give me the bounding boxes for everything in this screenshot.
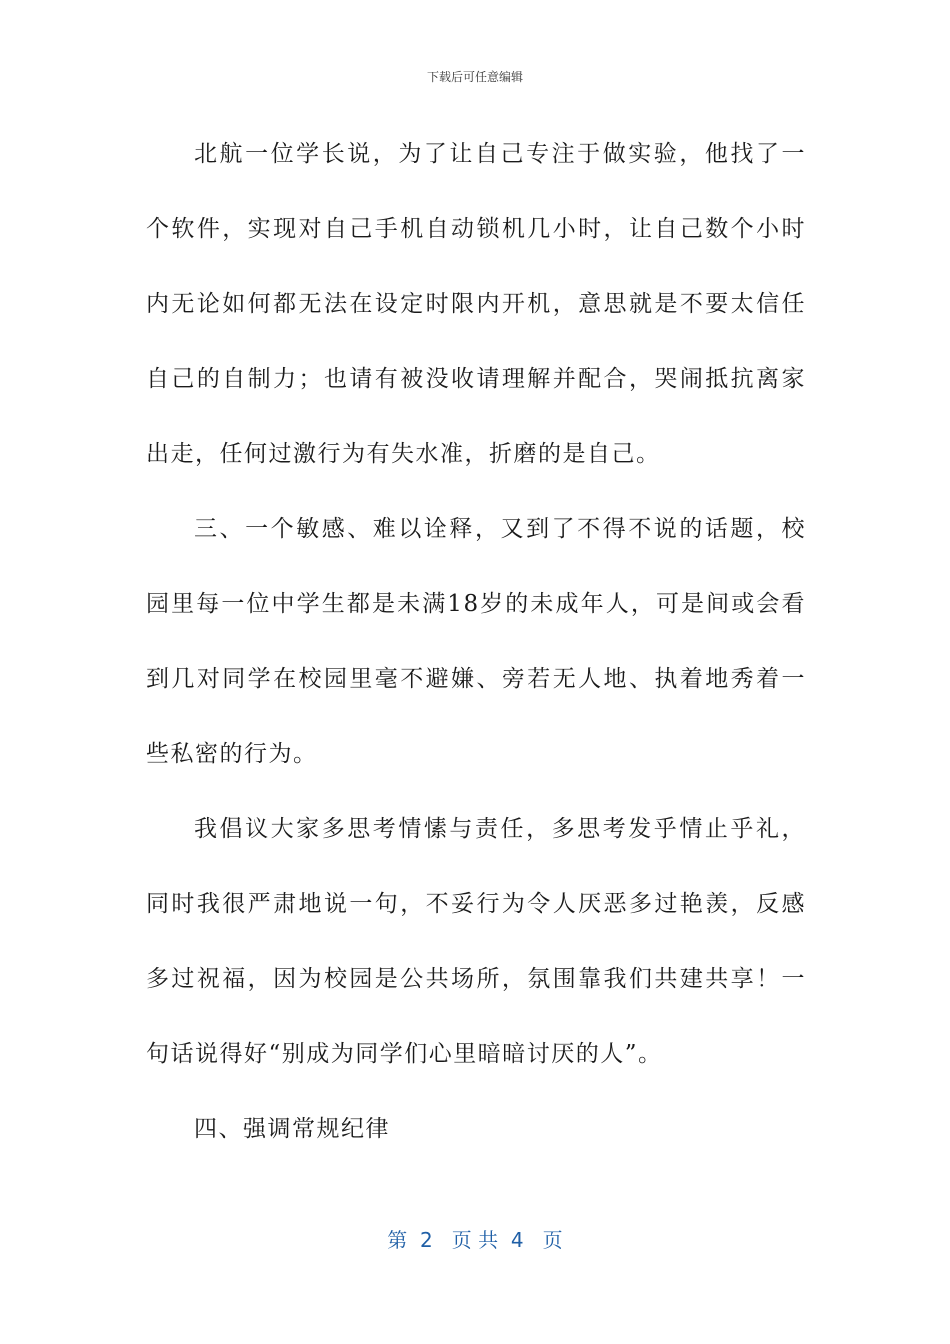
header-note: 下载后可任意编辑 bbox=[426, 70, 523, 84]
page-indicator: 第 2 页 共 4 页 bbox=[387, 1228, 563, 1252]
paragraph: 三、一个敏感、难以诠释，又到了不得不说的话题，校园里每一位中学生都是未满18岁的未成年人，可是间或会看到几对同学在校园里毫不避嫌、旁若无人地、执着地秀着一些私密的行为。 bbox=[146, 516, 806, 767]
document-body bbox=[146, 117, 806, 1167]
section-heading: 四、强调常规纪律 bbox=[194, 1116, 390, 1142]
paragraph: 我倡议大家多思考情愫与责任，多思考发乎情止乎礼，同时我很严肃地说一句，不妥行为令人厌恶多过艳羡，反感多过祝福，因为校园是公共场所，氛围靠我们共建共享！一句话说得好“别成为同学们心里暗暗讨厌的人”。 bbox=[146, 816, 806, 1067]
paragraph: 北航一位学长说，为了让自己专注于做实验，他找了一个软件，实现对自己手机自动锁机几小时，让自己数个小时内无论如何都无法在设定时限内开机，意思就是不要太信任自己的自制力；也请有被没收请理解并配合，哭闹抵抗离家出走，任何过激行为有失水准，折磨的是自己。 bbox=[146, 141, 806, 467]
